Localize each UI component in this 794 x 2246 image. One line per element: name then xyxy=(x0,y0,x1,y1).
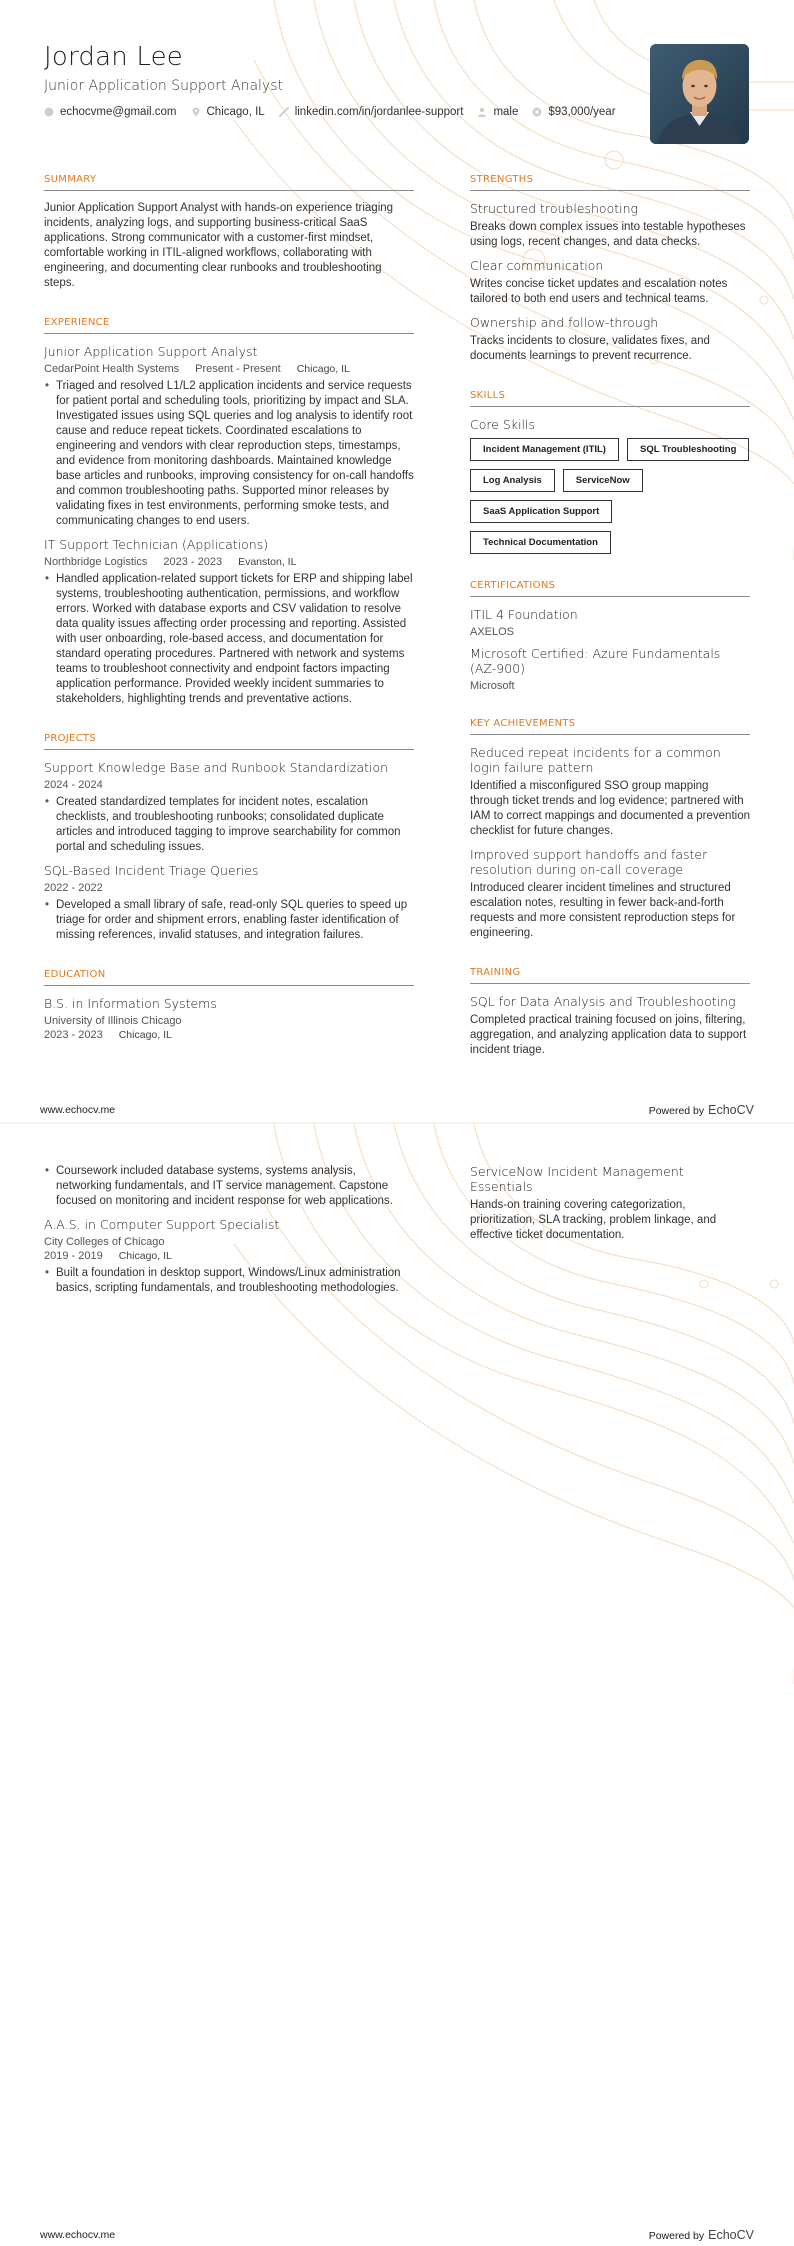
company-name: Northbridge Logistics xyxy=(44,556,148,568)
education-bullets xyxy=(44,1266,414,1296)
achievement-desc: Introduced clearer incident timelines and structured escalation notes, resulting in fewer back-and-forth requests and more consistent reproduction steps for engineering. xyxy=(470,882,736,939)
job-bullet: • Triaged and resolved L1/L2 application incidents and service requests for patient portal and scheduling tools, prioritizing by impact and SLA. Investigated issues using SQL queries and log analysis to identify root cause and reduce repeat tickets. Coordinated escalations to engineering and vendors with clear reproduction steps, timestamps, and evidence from monitoring dashboards. Maintained knowledge base articles and runbooks, improving consistency for on-call handoffs and common troubleshooting paths. Supported minor releases by validating fixes in test environments, performing smoke tests, and communicating changes to end users. xyxy=(44,379,414,529)
achievements-heading: KEY ACHIEVEMENTS xyxy=(470,718,750,735)
job-dates: 2023 - 2023 xyxy=(163,556,223,568)
school-row xyxy=(44,1015,414,1027)
email-icon xyxy=(44,107,54,117)
strength-title: Clear communication xyxy=(470,258,604,273)
linkedin-text: linkedin.com/in/jordanlee-support xyxy=(294,106,464,118)
education-item xyxy=(44,1217,414,1296)
degree-title: A.A.S. in Computer Support Specialist xyxy=(44,1217,280,1232)
experience-heading: EXPERIENCE xyxy=(44,317,414,334)
experience-item xyxy=(44,344,414,529)
job-meta xyxy=(44,556,414,568)
achievement-desc: Identified a misconfigured SSO group mapping through ticket trends and log evidence; partnered with IAM to correct mappings and documented a prevention checklist for future changes. xyxy=(470,780,750,837)
summary-section xyxy=(44,174,414,291)
cert-issuer: Microsoft xyxy=(470,680,515,692)
education-bullet: • Coursework included database systems, systems analysis, networking fundamentals, and IT service management. Capstone focused on monitoring and incident response for web applications. xyxy=(44,1164,414,1209)
experience-section xyxy=(44,317,414,707)
job-meta xyxy=(44,363,414,375)
brand-logo[interactable]: EchoCV xyxy=(708,2228,754,2242)
project-bullets xyxy=(44,898,414,943)
strength-title: Structured troubleshooting xyxy=(470,201,639,216)
school-name: City Colleges of Chicago xyxy=(44,1236,165,1248)
training-section xyxy=(470,967,750,1058)
resume-page-2 xyxy=(0,1124,794,2246)
education-location: Chicago, IL xyxy=(118,1250,172,1262)
left-column-continued xyxy=(44,1164,414,1304)
achievement-title: Improved support handoffs and faster resolution during on-call coverage xyxy=(470,847,708,877)
contact-row xyxy=(44,106,624,118)
strengths-heading: STRENGTHS xyxy=(470,174,750,191)
education-meta xyxy=(44,1029,414,1041)
certifications-heading: CERTIFICATIONS xyxy=(470,580,750,597)
certifications-section xyxy=(470,580,750,692)
powered-by-label: Powered by xyxy=(648,1105,705,1117)
job-location: Chicago, IL xyxy=(296,363,350,375)
degree-title: B.S. in Information Systems xyxy=(44,996,217,1011)
project-meta xyxy=(44,882,414,894)
school-row xyxy=(44,1236,414,1248)
money-icon xyxy=(532,107,542,117)
project-bullet: • Created standardized templates for incident notes, escalation checklists, and troubleshooting runbooks; consolidated duplicate articles and introduced tagging to improve searchability for common portal and scheduling issues. xyxy=(44,795,414,855)
project-title: SQL-Based Incident Triage Queries xyxy=(44,863,259,878)
skill-tag: SaaS Application Support xyxy=(470,500,612,523)
education-section xyxy=(44,969,414,1041)
project-item xyxy=(44,863,414,943)
education-bullets xyxy=(44,1164,414,1209)
cert-name: Microsoft Certified: Azure Fundamentals (AZ-900) xyxy=(470,646,721,676)
footer-website[interactable]: www.echocv.me xyxy=(40,2229,116,2241)
location-pin-icon xyxy=(191,107,201,117)
brand-logo[interactable]: EchoCV xyxy=(708,1103,754,1117)
right-column-continued xyxy=(470,1164,750,1251)
education-meta xyxy=(44,1250,414,1262)
strength-title: Ownership and follow-through xyxy=(470,315,659,330)
person-icon xyxy=(477,107,487,117)
email-text: echocvme@gmail.com xyxy=(60,106,177,118)
job-bullets xyxy=(44,572,414,707)
right-column xyxy=(470,174,750,1084)
education-dates: 2023 - 2023 xyxy=(44,1029,103,1041)
page-footer xyxy=(40,1103,754,1117)
job-title: Junior Application Support Analyst xyxy=(44,344,258,359)
achievement-title: Reduced repeat incidents for a common login failure pattern xyxy=(470,745,721,775)
job-title: IT Support Technician (Applications) xyxy=(44,537,269,552)
training-desc: Completed practical training focused on joins, filtering, aggregation, and analyzing application data to support incident triage. xyxy=(470,1014,747,1056)
project-bullet: • Developed a small library of safe, read-only SQL queries to speed up triage for order and shipment errors, enabling faster identification of missing references, invalid statuses, and integration failures. xyxy=(44,898,414,943)
contact-linkedin[interactable] xyxy=(279,106,464,118)
school-name: University of Illinois Chicago xyxy=(44,1015,182,1027)
skills-section xyxy=(470,390,750,554)
project-item xyxy=(44,760,414,855)
education-item xyxy=(44,996,414,1041)
page-footer xyxy=(40,2228,754,2242)
education-location: Chicago, IL xyxy=(118,1029,172,1041)
strength-desc: Tracks incidents to closure, validates fixes, and documents learnings to prevent recurrence. xyxy=(470,335,710,362)
portrait-illustration xyxy=(650,44,749,144)
skill-tag: Incident Management (ITIL) xyxy=(470,438,619,461)
training-title: SQL for Data Analysis and Troubleshooting xyxy=(470,994,736,1009)
project-bullets xyxy=(44,795,414,855)
job-bullets xyxy=(44,379,414,529)
link-icon xyxy=(279,107,289,117)
education-bullet: • Built a foundation in desktop support, Windows/Linux administration basics, scripting fundamentals, and troubleshooting methodologies. xyxy=(44,1266,414,1296)
company-name: CedarPoint Health Systems xyxy=(44,363,180,375)
cert-issuer: AXELOS xyxy=(470,626,515,638)
training-title: ServiceNow Incident Management Essentials xyxy=(470,1164,684,1194)
footer-website[interactable]: www.echocv.me xyxy=(40,1104,116,1116)
skill-tag: SQL Troubleshooting xyxy=(627,438,749,461)
powered-by xyxy=(649,2228,754,2242)
job-dates: Present - Present xyxy=(195,363,281,375)
resume-page-1 xyxy=(0,0,794,1122)
project-meta xyxy=(44,779,414,791)
training-heading: TRAINING xyxy=(470,967,750,984)
projects-heading: PROJECTS xyxy=(44,733,414,750)
job-bullet: • Handled application-related support tickets for ERP and shipping label systems, troubleshooting authentication, permissions, and workflow errors. Worked with database exports and CSV validation to resolve data quality issues affecting order processing and reporting. Assisted with user onboarding, role-based access, and documentation for standard operating procedures. Partnered with network and systems teams to troubleshoot connectivity and endpoint factors impacting application performance. Provided weekly incident summaries to stakeholders, highlighting trends and preventative actions. xyxy=(44,572,414,707)
gender-text: male xyxy=(493,106,519,118)
skill-tag: Log Analysis xyxy=(470,469,555,492)
project-title: Support Knowledge Base and Runbook Standardization xyxy=(44,760,389,775)
skill-tag: ServiceNow xyxy=(563,469,643,492)
portrait-photo xyxy=(650,44,749,144)
resume-header xyxy=(44,42,624,118)
skill-tags xyxy=(470,438,750,554)
contact-gender xyxy=(477,106,518,118)
location-text: Chicago, IL xyxy=(206,106,265,118)
powered-by xyxy=(649,1103,754,1117)
strength-desc: Writes concise ticket updates and escalation notes tailored to both end users and technical teams. xyxy=(470,278,728,305)
contact-email[interactable] xyxy=(44,106,177,118)
strengths-section xyxy=(470,174,750,364)
education-heading: EDUCATION xyxy=(44,969,414,986)
project-dates: 2022 - 2022 xyxy=(44,882,103,894)
job-location: Evanston, IL xyxy=(238,556,297,568)
salary-text: $93,000/year xyxy=(548,106,616,118)
candidate-name: Jordan Lee xyxy=(44,42,184,72)
projects-section xyxy=(44,733,414,943)
cert-name: ITIL 4 Foundation xyxy=(470,607,578,622)
summary-heading: SUMMARY xyxy=(44,174,414,191)
candidate-title: Junior Application Support Analyst xyxy=(44,78,283,94)
strength-desc: Breaks down complex issues into testable hypotheses using logs, recent changes, and data checks. xyxy=(470,221,746,248)
experience-item xyxy=(44,537,414,707)
skills-group-title: Core Skills xyxy=(470,417,536,432)
education-dates: 2019 - 2019 xyxy=(44,1250,103,1262)
skill-tag: Technical Documentation xyxy=(470,531,611,554)
achievements-section xyxy=(470,718,750,941)
left-column xyxy=(44,174,414,1067)
summary-text: Junior Application Support Analyst with hands-on experience triaging incidents, analyzing logs, and supporting business-critical SaaS applications. Strong communicator with a customer-first mindset, comfortable working in ITIL-aligned workflows, collaborating with engineering, and documenting clear runbooks and troubleshooting steps. xyxy=(44,202,394,289)
contact-salary xyxy=(532,106,615,118)
training-desc: Hands-on training covering categorization, prioritization, SLA tracking, problem linkage, and effective ticket documentation. xyxy=(470,1199,717,1241)
skills-heading: SKILLS xyxy=(470,390,750,407)
contact-location xyxy=(191,106,265,118)
project-dates: 2024 - 2024 xyxy=(44,779,103,791)
powered-by-label: Powered by xyxy=(648,2230,705,2242)
